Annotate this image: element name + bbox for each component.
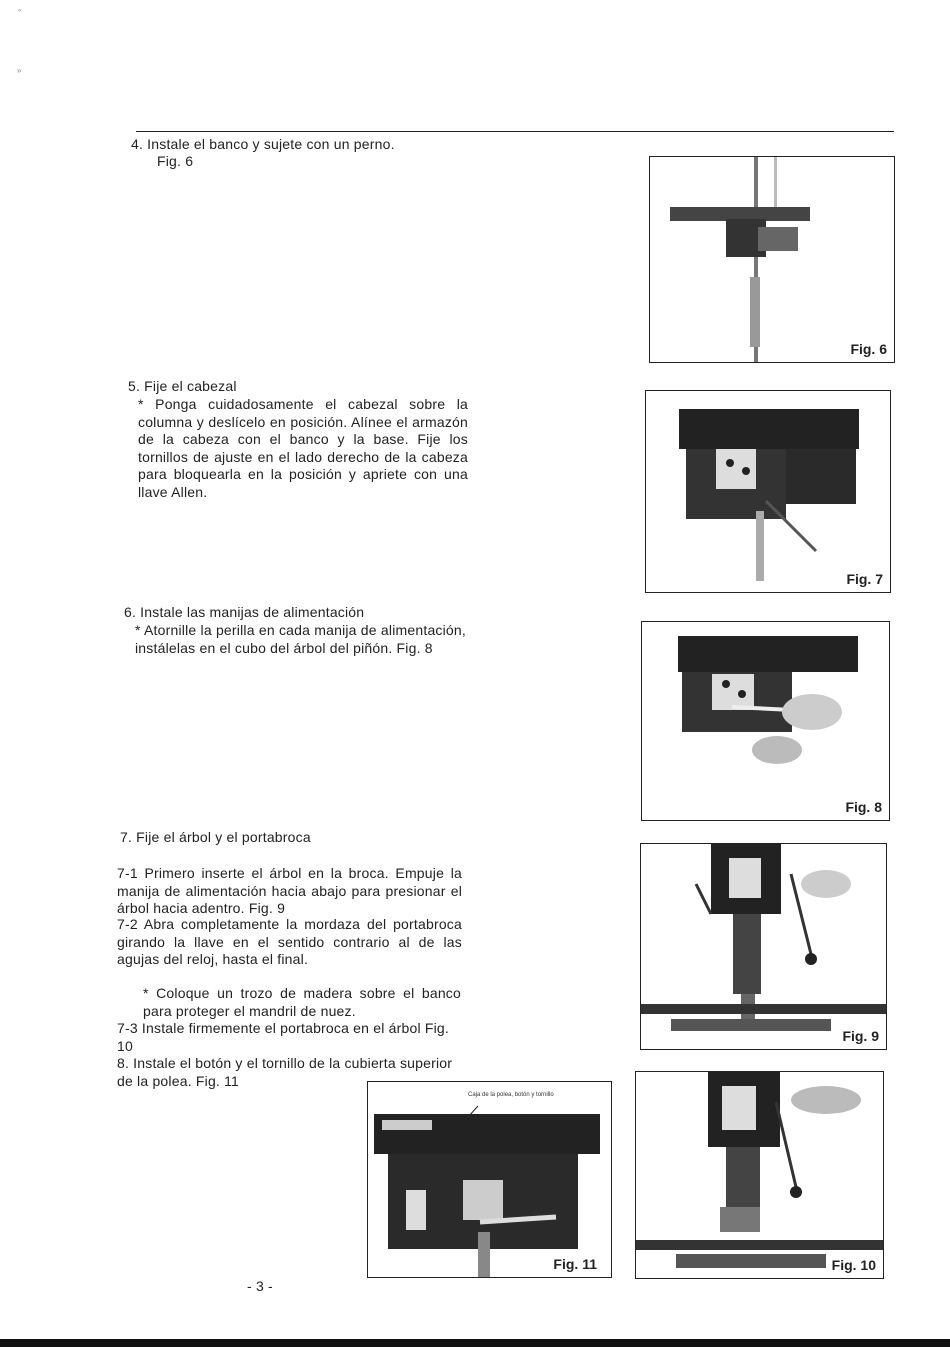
figure-11 <box>367 1081 612 1278</box>
figure-11-label: Fig. 11 <box>553 1256 597 1272</box>
spindle-insert-illustration <box>641 844 886 1049</box>
figure-9-label: Fig. 9 <box>842 1028 879 1044</box>
figure-9 <box>640 843 887 1050</box>
figure-8-label: Fig. 8 <box>845 799 882 815</box>
drill-column-table-illustration <box>650 157 894 362</box>
scan-mark: ° <box>18 8 22 17</box>
step-8-title: 8. Instale el botón y el tornillo de la cubierta superior de la polea. Fig. 11 <box>117 1055 453 1089</box>
figure-6 <box>649 156 895 363</box>
step-7-1: 7-1 Primero inserte el árbol en la broca. Empuje la manija de alimentación hacia abajo para presionar el árbol hacia adentro. Fig. 9 <box>117 865 462 916</box>
figure-8 <box>641 621 890 821</box>
page-number: - 3 - <box>247 1278 273 1294</box>
figure-10 <box>635 1071 884 1279</box>
step-7-2: 7-2 Abra completamente la mordaza del portabroca girando la llave en el sentido contrario al de las agujas del reloj, hasta el final. <box>117 916 462 967</box>
figure-10-label: Fig. 10 <box>831 1257 876 1273</box>
header-rule <box>136 131 894 132</box>
step-5-title: 5. Fije el cabezal <box>128 378 237 394</box>
feed-handle-install-illustration <box>642 622 889 820</box>
step-7-3: 7-3 Instale firmemente el portabroca en el árbol Fig. 10 <box>117 1020 449 1054</box>
scan-mark: » <box>17 66 22 75</box>
step-7-2-note: * Coloque un trozo de madera sobre el banco para proteger el mandril de nuez. <box>143 985 461 1019</box>
figure-7-label: Fig. 7 <box>846 571 883 587</box>
step-6-body: * Atornille la perilla en cada manija de alimentación, instálelas en el cubo del árbol del piñón. Fig. 8 <box>135 622 466 656</box>
pulley-cover-illustration <box>368 1082 611 1277</box>
step-7-title: 7. Fije el árbol y el portabroca <box>120 829 311 845</box>
figure-11-caption: Caja de la polea, botón y tornillo <box>468 1092 554 1098</box>
step-4-title: 4. Instale el banco y sujete con un perno. <box>131 136 395 152</box>
figure-7 <box>645 390 891 593</box>
step-4-ref: Fig. 6 <box>157 153 194 169</box>
page-bottom-edge <box>0 1339 950 1347</box>
step-5-body: * Ponga cuidadosamente el cabezal sobre la columna y deslícelo en posición. Alínee el armazón de la cabeza con el banco y la base. Fije los tornillos de ajuste en el lado derecho de la cabeza para bloquearla en la posición y apriete con una llave Allen. <box>138 396 468 500</box>
step-6-title: 6. Instale las manijas de alimentación <box>124 604 365 620</box>
chuck-install-illustration <box>636 1072 883 1278</box>
drill-head-illustration <box>646 391 890 592</box>
figure-6-label: Fig. 6 <box>850 341 887 357</box>
